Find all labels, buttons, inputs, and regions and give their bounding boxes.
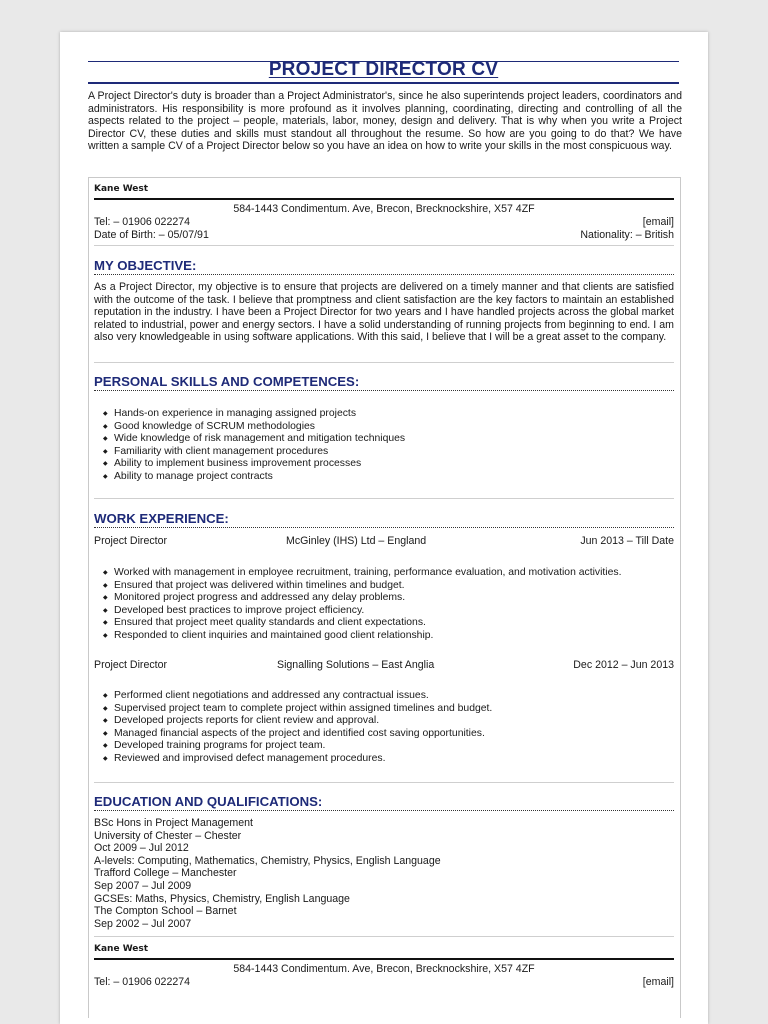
footer-candidate-name: Kane West (94, 944, 149, 954)
skills-list (94, 408, 674, 484)
job-1-role: Project Director (94, 535, 167, 547)
education-line: Trafford College – Manchester (94, 867, 237, 880)
candidate-nationality: Nationality: – British (580, 229, 674, 241)
education-line: Sep 2007 – Jul 2009 (94, 879, 192, 892)
list-item: ◆ Hands-on experience in managing assigned projects (94, 408, 674, 421)
job-2-company: Signalling Solutions – East Anglia (277, 659, 435, 671)
objective-divider (94, 362, 674, 363)
header-rule (94, 198, 674, 200)
list-item: ◆ Developed training programs for project team. (94, 740, 674, 753)
footer-email: [email] (642, 976, 674, 988)
job-1-company: McGinley (IHS) Ltd – England (286, 535, 427, 547)
education-line: GCSEs: Maths, Physics, Chemistry, English Language (94, 892, 350, 905)
list-item: ◆ Supervised project team to complete project within assigned timelines and budget. (94, 703, 674, 716)
list-item: ◆ Performed client negotiations and addressed any contractual issues. (94, 690, 674, 703)
education-line: The Compton School – Barnet (94, 905, 237, 918)
education-divider (94, 936, 674, 937)
title-block (88, 59, 679, 81)
candidate-email: [email] (642, 216, 674, 228)
page-title: PROJECT DIRECTOR CV (268, 59, 499, 80)
education-list (94, 817, 674, 930)
title-rule-bottom (88, 82, 679, 84)
cv-page (60, 32, 708, 1024)
objective-heading: MY OBJECTIVE: (94, 258, 674, 275)
list-item: ◆ Developed best practices to improve project efficiency. (94, 605, 674, 618)
list-item: ◆ Familiarity with client management procedures (94, 446, 674, 459)
education-line: Sep 2002 – Jul 2007 (94, 917, 192, 930)
work-heading: WORK EXPERIENCE: (94, 511, 674, 528)
list-item: ◆ Developed projects reports for client review and approval. (94, 715, 674, 728)
objective-text: As a Project Director, my objective is to ensure that projects are delivered on a timely manner and that clients are satisfied with the outcome of the task. I believe that promptness and client satisfaction are the key factors to maintain an established reputation in the industry. I have been a Project Director for two years and I have handled projects across the global market related to industrial, power and energy sectors. I have a solid understanding of running projects from beginning to end. I am also very knowledgeable in using software applications. With this said, I believe that I will be a great asset to the company. (94, 281, 674, 344)
candidate-address: 584-1443 Condimentum. Ave, Brecon, Brecknockshire, X57 4ZF (233, 203, 535, 215)
list-item: ◆ Ability to manage project contracts (94, 471, 674, 484)
footer-rule (94, 958, 674, 960)
intro-paragraph: A Project Director's duty is broader than a Project Administrator's, since he also superintends project leaders, coordinators and administrators. His responsibility is more profound as it involves planning, coordinating, directing and controlling of all the aspects related to the project – people, materials, labor, money, design and delivery. That is why when you write a Project Director CV, these duties and skills must standout all throughout the resume. So how are you going to do that? We have written a sample CV of a Project Director below so you have an idea on how to write your skills in the most conspicuous way. (88, 90, 682, 153)
list-item: ◆ Responded to client inquiries and maintained good client relationship. (94, 630, 674, 643)
skills-heading: PERSONAL SKILLS AND COMPETENCES: (94, 374, 674, 391)
job-2-role: Project Director (94, 659, 167, 671)
list-item: ◆ Managed financial aspects of the project and identified cost saving opportunities. (94, 728, 674, 741)
job-2-dates: Dec 2012 – Jun 2013 (573, 659, 674, 671)
list-item: ◆ Ensured that project meet quality standards and client expectations. (94, 617, 674, 630)
candidate-name: Kane West (94, 184, 149, 194)
list-item: ◆ Ensured that project was delivered within timelines and budget. (94, 580, 674, 593)
footer-address: 584-1443 Condimentum. Ave, Brecon, Brecknockshire, X57 4ZF (233, 963, 535, 975)
education-line: Oct 2009 – Jul 2012 (94, 842, 189, 855)
header-divider (94, 245, 674, 246)
list-item: ◆ Ability to implement business improvement processes (94, 458, 674, 471)
list-item: ◆ Worked with management in employee recruitment, training, performance evaluation, and motivation activities. (94, 567, 674, 580)
education-heading: EDUCATION AND QUALIFICATIONS: (94, 794, 674, 811)
work-divider (94, 782, 674, 783)
footer-tel: Tel: – 01906 022274 (94, 976, 191, 988)
job-1-dates: Jun 2013 – Till Date (580, 535, 674, 547)
skills-divider (94, 498, 674, 499)
list-item: ◆ Wide knowledge of risk management and mitigation techniques (94, 433, 674, 446)
candidate-tel: Tel: – 01906 022274 (94, 216, 191, 228)
list-item: ◆ Good knowledge of SCRUM methodologies (94, 421, 674, 434)
list-item: ◆ Reviewed and improvised defect management procedures. (94, 753, 674, 766)
education-line: University of Chester – Chester (94, 829, 242, 842)
list-item: ◆ Monitored project progress and addressed any delay problems. (94, 592, 674, 605)
education-line: A-levels: Computing, Mathematics, Chemistry, Physics, English Language (94, 854, 441, 867)
job-1-duties (94, 567, 674, 643)
job-2-duties (94, 690, 674, 766)
candidate-dob: Date of Birth: – 05/07/91 (94, 229, 209, 241)
education-line: BSc Hons in Project Management (94, 817, 253, 829)
